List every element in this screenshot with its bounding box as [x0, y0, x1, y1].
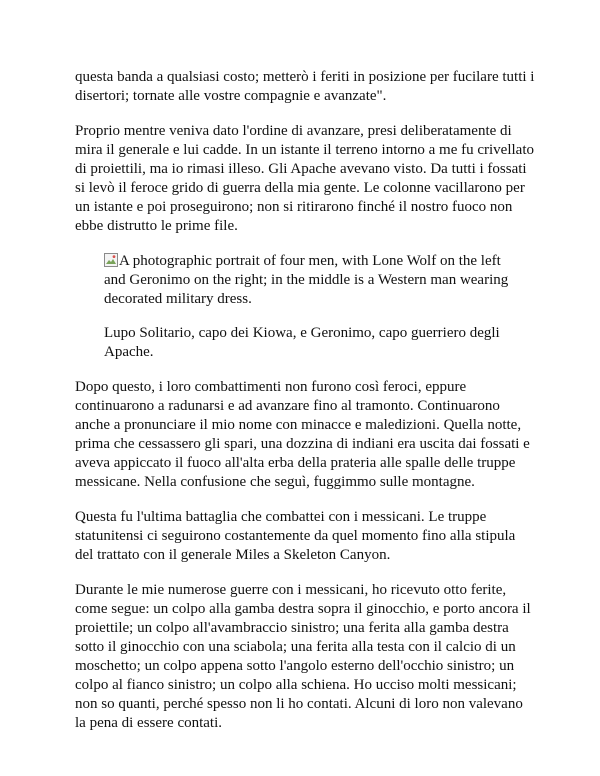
figure-alt-text: A photographic portrait of four men, with Lone Wolf on the left and Geronimo on the right; in the middle is a Western man wearing decorated military dress.: [104, 253, 509, 307]
paragraph: Dopo questo, i loro combattimenti non furono così feroci, eppure continuarono a radunarsi e ad avanzare fino al tramonto. Continuarono anche a pronunciare il mio nome con minacce e maledizioni. Quella notte, prima che cessassero gli spari, una dozzina di indiani era uscita dai fossati e aveva appiccato il fuoco all'alta erba della prateria alle spalle delle truppe messicane. Nella confusione che seguì, fuggimmo sulle montagne.: [75, 379, 530, 490]
paragraph: Proprio mentre veniva dato l'ordine di avanzare, presi deliberatamente di mira il generale e lui cadde. In un istante il terreno intorno a me fu crivellato di proiettili, ma io rimasi illeso. Gli Apache avevano visto. Da tutti i fossati si levò il feroce grido di guerra della mia gente. Le colonne vacillarono per un istante e poi proseguirono; non si ritirarono finché il nostro fuoco non ebbe distrutto le prime file.: [75, 123, 534, 234]
paragraph: questa banda a qualsiasi costo; metterò i feriti in posizione per fucilare tutti i disertori; tornate alle vostre compagnie e avanzate".: [75, 69, 535, 104]
document-page: [75, 68, 535, 749]
paragraph: Durante le mie numerose guerre con i messicani, ho ricevuto otto ferite, come segue: un colpo alla gamba destra sopra il ginocchio, e porto ancora il proiettile; un colpo all'avambraccio sinistro; una ferita alla gamba destra sotto il ginocchio con una sciabola; una ferita alla testa con il calcio di un moschetto; un colpo appena sotto l'angolo esterno dell'occhio sinistro; un colpo al fianco sinistro; un colpo alla schiena. Ho ucciso molti messicani; non so quanti, perché spesso non li ho contati. Alcuni di loro non valevano la pena di essere contati.: [75, 582, 531, 731]
figure-image-placeholder: [104, 252, 514, 309]
figure: [104, 252, 514, 362]
figure-caption: Lupo Solitario, capo dei Kiowa, e Geronimo, capo guerriero degli Apache.: [104, 325, 500, 360]
broken-image-icon: [104, 253, 118, 267]
paragraph: Questa fu l'ultima battaglia che combattei con i messicani. Le truppe statunitensi ci seguirono costantemente da quel momento fino alla stipula del trattato con il generale Miles a Skeleton Canyon.: [75, 509, 516, 563]
